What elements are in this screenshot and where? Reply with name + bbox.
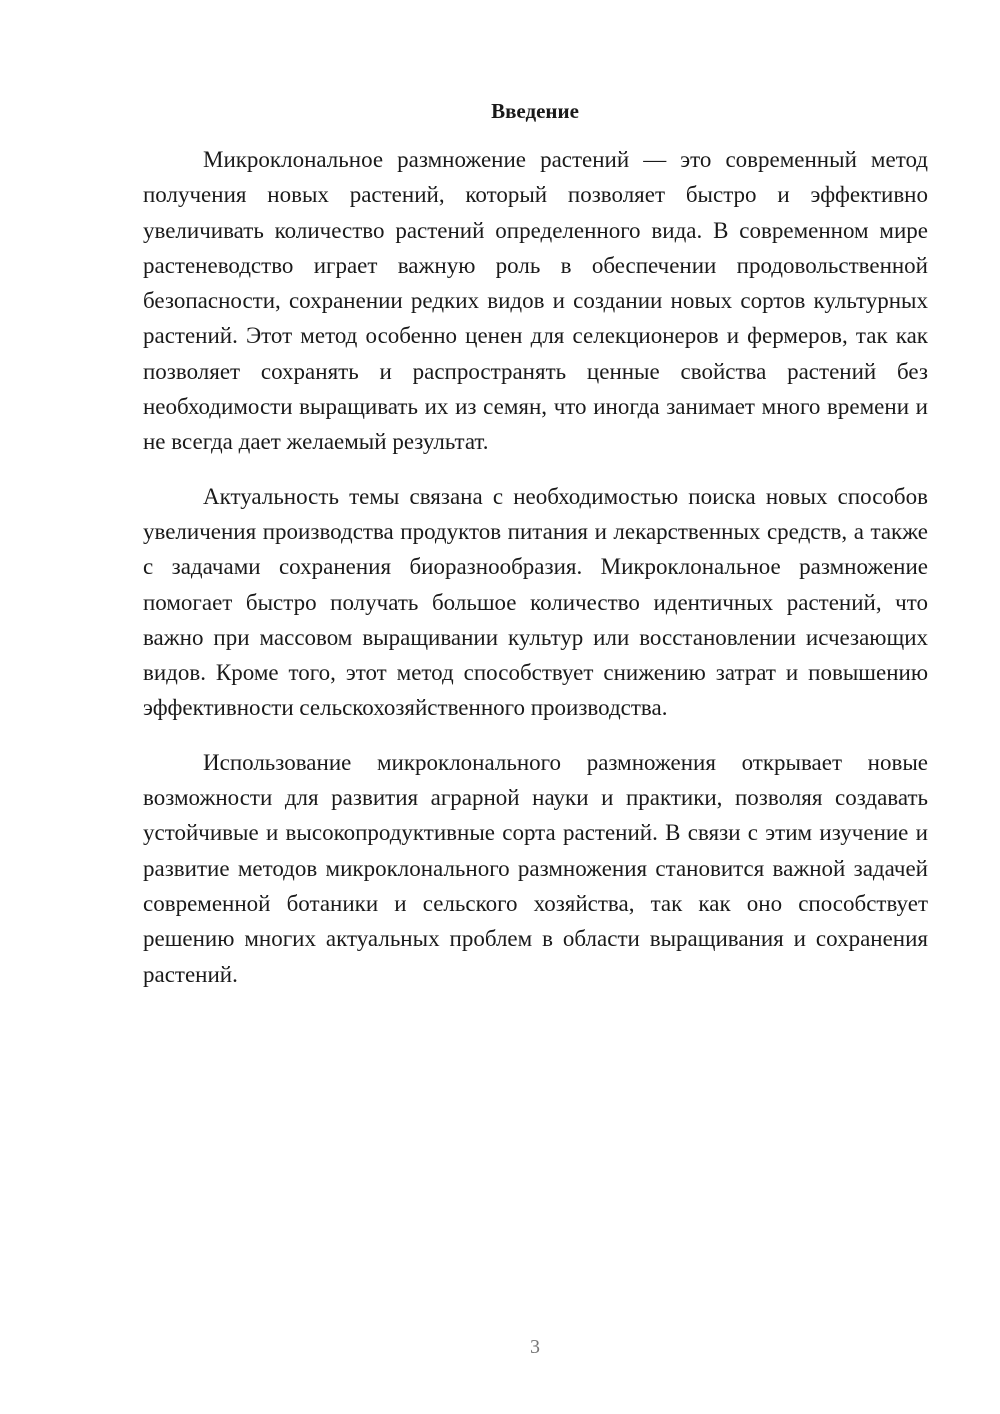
page-title: Введение [491, 99, 579, 123]
paragraph-3: Использование микроклонального размножения открывает новые возможности для развития аграрной науки и практики, позволяя создавать устойчивые и высокопродуктивные сорта растений. В связи с этим изучение и развитие методов микроклонального размножения становится важной задачей современной ботаники и сельского хозяйства, так как оно способствует решению многих актуальных проблем в области выращивания и сохранения растений. [143, 749, 928, 987]
page-number: 3 [530, 1336, 540, 1358]
paragraph-1: Микроклональное размножение растений — это современный метод получения новых растений, который позволяет быстро и эффективно увеличивать количество растений определенного вида. В современном мире растеневодство играет важную роль в обеспечении продовольственной безопасности, сохранении редких видов и создании новых сортов культурных растений. Этот метод особенно ценен для селекционеров и фермеров, так как позволяет сохранять и распространять ценные свойства растений без необходимости выращивать их из семян, что иногда занимает много времени и не всегда дает желаемый результат. [143, 147, 928, 455]
paragraph-2: Актуальность темы связана с необходимостью поиска новых способов увеличения производства продуктов питания и лекарственных средств, а также с задачами сохранения биоразнообразия. Микроклональное размножение помогает быстро получать большое количество идентичных растений, что важно при массовом выращивании культур или восстановлении исчезающих видов. Кроме того, этот метод способствует снижению затрат и повышению эффективности сельскохозяйственного производства. [143, 483, 928, 721]
document-body [143, 142, 928, 1011]
